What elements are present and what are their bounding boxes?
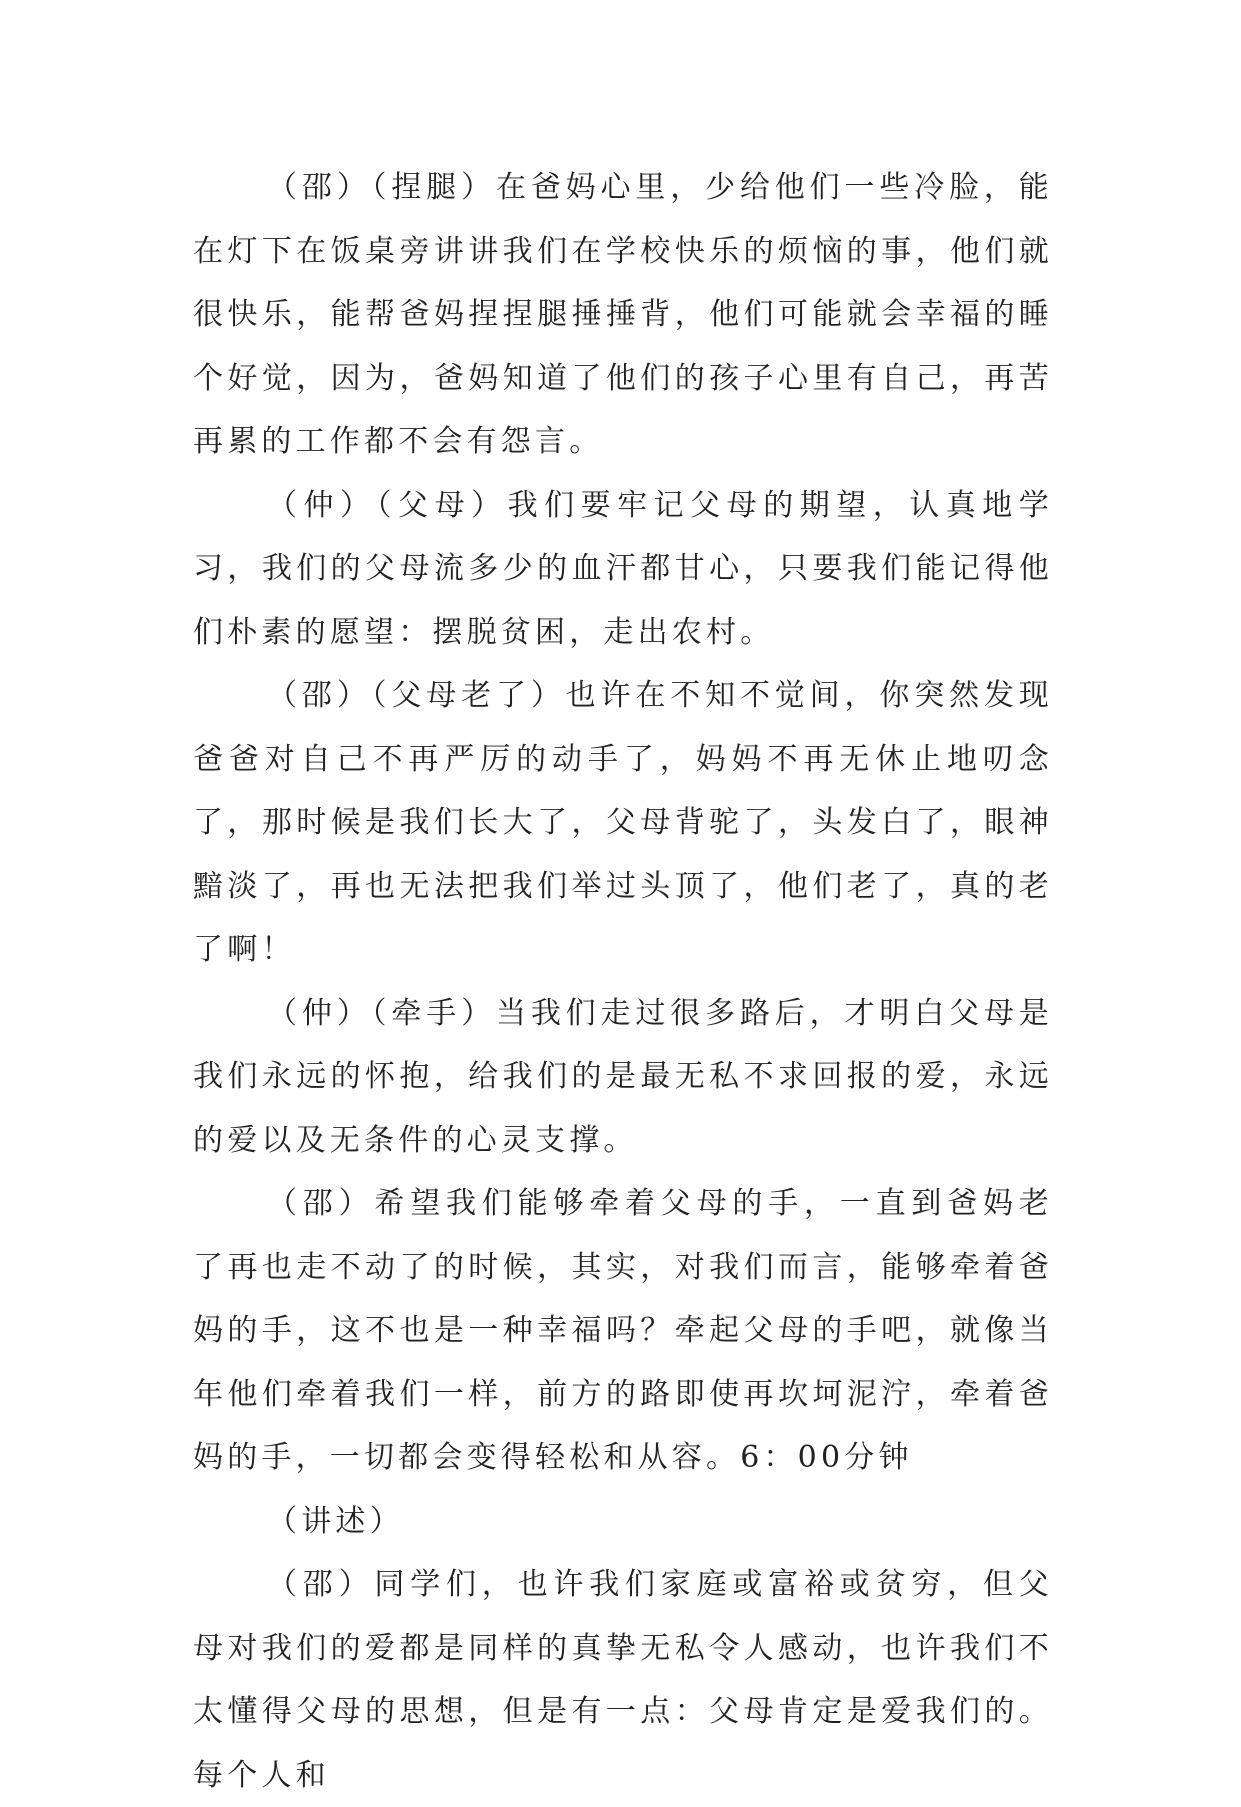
document-body bbox=[193, 156, 1053, 1807]
paragraph-shao-parents-old: （邵）（父母老了）也许在不知不觉间，你突然发现爸爸对自己不再严厉的动手了，妈妈不再无休止地叨念了，那时候是我们长大了，父母背驼了，头发白了，眼神黯淡了，再也无法把我们举过头顶了，他们老了，真的老了啊！ bbox=[193, 678, 1053, 967]
paragraph-zhong-parents: （仲）（父母）我们要牢记父母的期望，认真地学习，我们的父母流多少的血汗都甘心，只要我们能记得他们朴素的愿望：摆脱贫困，走出农村。 bbox=[193, 487, 1053, 650]
paragraph-zhong-hand-in-hand: （仲）（牵手）当我们走过很多路后，才明白父母是我们永远的怀抱，给我们的是最无私不求回报的爱，永远的爱以及无条件的心灵支撑。 bbox=[193, 995, 1053, 1158]
paragraph-shao-classmates: （邵）同学们，也许我们家庭或富裕或贫穷，但父母对我们的爱都是同样的真挚无私令人感动，也许我们不太懂得父母的思想，但是有一点：父母肯定是爱我们的。每个人和 bbox=[193, 1567, 1053, 1793]
paragraph-shao-hope: （邵）希望我们能够牵着父母的手，一直到爸妈老了再也走不动了的时候，其实，对我们而言，能够牵着爸妈的手，这不也是一种幸福吗？牵起父母的手吧，就像当年他们牵着我们一样，前方的路即使再坎坷泥泞，牵着爸妈的手，一切都会变得轻松和从容。6：00分钟 bbox=[193, 1186, 1053, 1475]
paragraph-narration-heading: （讲述） bbox=[267, 1503, 404, 1539]
paragraph-shao-massage: （邵）（捏腿）在爸妈心里，少给他们一些冷脸，能在灯下在饭桌旁讲讲我们在学校快乐的烦恼的事，他们就很快乐，能帮爸妈捏捏腿捶捶背，他们可能就会幸福的睡个好觉，因为，爸妈知道了他们的孩子心里有自己，再苦再累的工作都不会有怨言。 bbox=[193, 170, 1053, 459]
